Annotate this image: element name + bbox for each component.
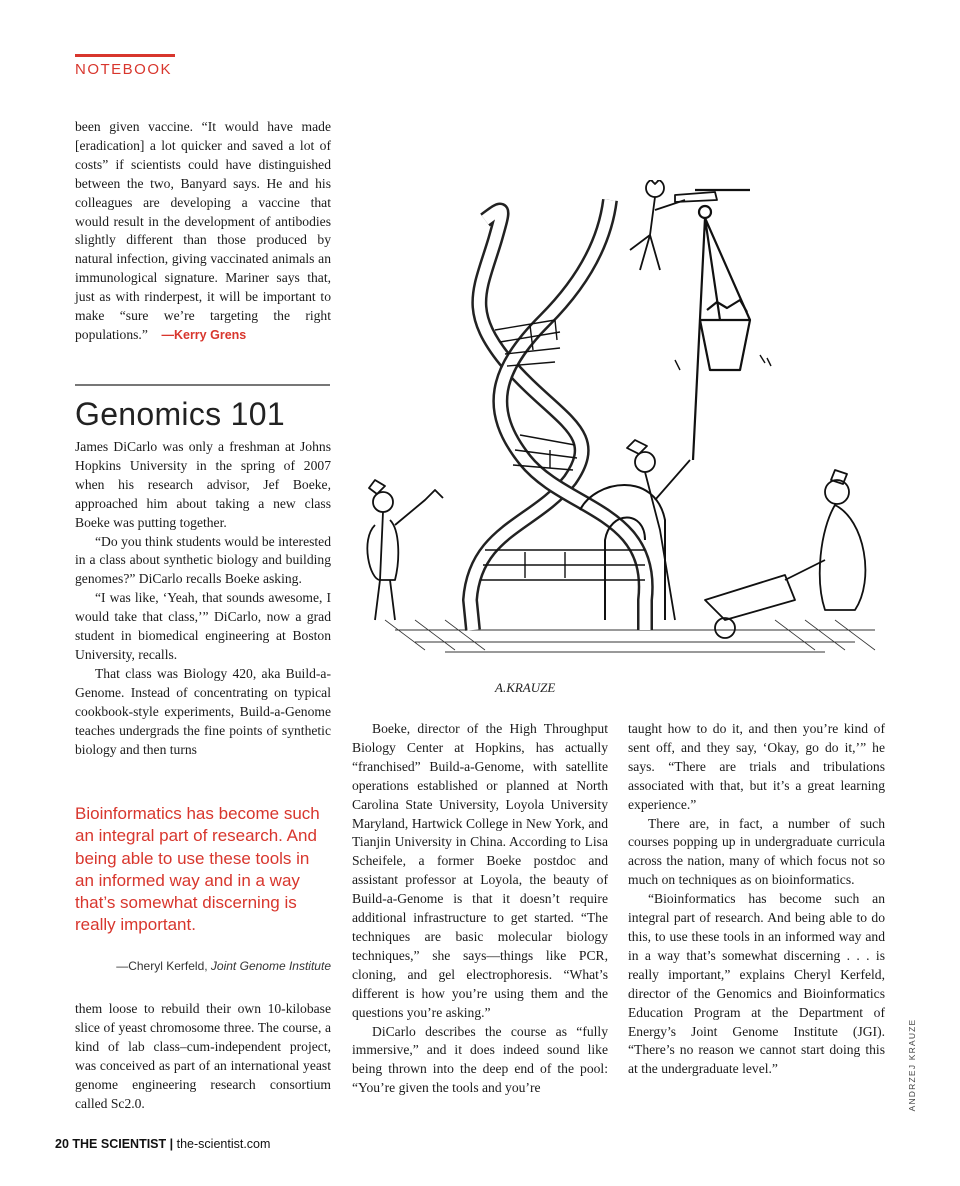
article-column-3 — [628, 720, 885, 1079]
worker-left — [367, 480, 443, 620]
pull-quote-credit — [75, 959, 331, 973]
pulley-bucket — [693, 190, 750, 460]
paragraph: Boeke, director of the High Throughput Biology Center at Hopkins, has actually “franchised” Build-a-Genome, with satellite operations established or planned at North Carolina State University, Loyola University Maryland, Hartwick College in New York, and Tianjin University in China. According to Lisa Scheifele, a former Boeke postdoc and assistant professor at Loyola, the beauty of Build-a-Genome is that it doesn’t require additional infrastructure to get started. “The techniques are basic molecular biology techniques,” she says—things like PCR, cloning, and gel electrophoresis. “What’s different is how you’re using them and the questions you’re asking.” — [352, 721, 608, 1020]
paragraph: taught how to do it, and then you’re kind of sent off, and they say, ‘Okay, go do it,’” he says. “There are trials and tribulations associated with that, but it’s a great learning experience.” — [628, 721, 885, 812]
magazine-name: THE SCIENTIST — [72, 1137, 167, 1151]
artist-signature: A.KRAUZE — [495, 680, 556, 695]
paragraph: them loose to rebuild their own 10-kilobase slice of yeast chromosome three. The course, a kind of lab class–cum-independent project, was conceived as part of an international yeast genome engineering research consortium called Sc2.0. — [75, 1001, 331, 1111]
dna-helix-illustration — [355, 180, 920, 710]
paragraph: “Bioinformatics has become such an integral part of research. And being able to do this, to use these tools in an informed way and in a way that’s somewhat discerning . . . is really important,” explains Cheryl Kerfeld, director of the Genomics and Bioinformatics Education Program at the Department of Energy’s Joint Genome Institute (JGI). “There’s no reason we cannot start doing this at the undergraduate level.” — [628, 891, 885, 1077]
paragraph: James DiCarlo was only a freshman at Johns Hopkins University in the spring of 2007 when his research advisor, Jef Boeke, approached him about taking a new class Boeke was putting together. — [75, 439, 331, 530]
article-column-2 — [352, 720, 608, 1098]
paragraph: “I was like, ‘Yeah, that sounds awesome, I would take that class,’” DiCarlo, now a grad student in biomedical engineering at Boston University, recalls. — [75, 590, 331, 662]
previous-article-text — [75, 118, 331, 345]
paragraph: “Do you think students would be interested in a class about synthetic biology and building genomes?” DiCarlo recalls Boeke asking. — [75, 533, 331, 587]
pull-quote-credit-name: —Cheryl Kerfeld, — [116, 959, 211, 973]
byline: —Kerry Grens — [161, 327, 247, 342]
footer-url[interactable]: the-scientist.com — [176, 1137, 271, 1151]
worker-middle — [627, 440, 690, 620]
pull-quote-credit-org: Joint Genome Institute — [210, 959, 331, 973]
section-divider — [75, 384, 330, 386]
article-column-1-continued — [75, 1000, 331, 1113]
article-headline: Genomics 101 — [75, 396, 285, 432]
paragraph: DiCarlo describes the course as “fully immersive,” and it does indeed sound like being thrown into the deep end of the pool: “You’re given the tools and you’re — [352, 1023, 608, 1096]
article-column-1 — [75, 438, 331, 759]
paragraph: That class was Biology 420, aka Build-a-Genome. Instead of concentrating on typical cookbook-style experiments, Build-a-Genome teaches undergrads the fine points of synthetic biology and then turns — [75, 665, 331, 757]
previous-article-body: been given vaccine. “It would have made [eradication] a lot quicker and saved a lot of costs” if scientists could have distinguished between the two, Banyard says. He and his colleagues are developing a vaccine that would result in the development of antibodies slightly different than those produced by natural infection, giving vaccinated animals an immunological signature. Mariner says that, just as with rinderpest, it will be important to make “sure we’re targeting the right populations.” — [75, 119, 331, 342]
page-footer — [55, 1137, 270, 1151]
section-label: NOTEBOOK — [75, 61, 173, 78]
illustration-credit: ANDRZEJ KRAUZE — [907, 1018, 917, 1112]
section-rule — [75, 54, 175, 57]
paragraph: There are, in fact, a number of such courses popping up in undergraduate curricula across the nation, many of which focus not so much on techniques as on bioinformatics. — [628, 815, 885, 888]
ground-shadow — [385, 620, 875, 652]
worker-wheelbarrow — [705, 470, 865, 638]
footer-separator: | — [169, 1137, 174, 1151]
pull-quote: Bioinformatics has become such an integral part of research. And being able to use these tools in an informed way and in a way that’s somewhat discerning is really important. — [75, 804, 320, 935]
page-number: 20 — [55, 1137, 69, 1151]
